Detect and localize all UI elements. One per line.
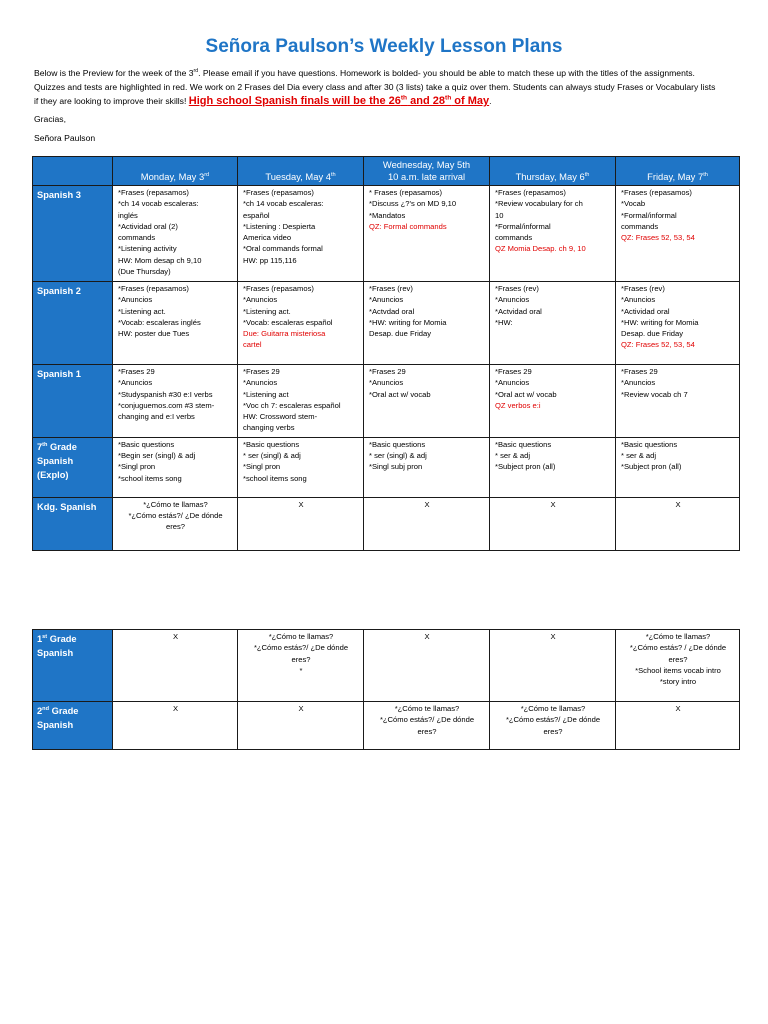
cell-line: *Actividad oral bbox=[621, 306, 670, 316]
cell-line: *Review vocab ch 7 bbox=[621, 389, 688, 399]
cell-line: X bbox=[675, 704, 681, 713]
cell-line: HW: pp 115,116 bbox=[243, 255, 297, 265]
cell-line: X bbox=[675, 499, 681, 509]
table-row bbox=[33, 702, 740, 750]
cell-line: *Vocab bbox=[621, 199, 646, 209]
cell-line: 10 bbox=[495, 210, 504, 220]
cell-line: X bbox=[424, 499, 430, 509]
cell-line: *Anuncios bbox=[118, 378, 153, 388]
lesson-cell bbox=[616, 365, 740, 438]
lesson-cell bbox=[616, 186, 740, 282]
cell-line: X bbox=[550, 632, 556, 641]
cell-line: *school items song bbox=[118, 473, 182, 483]
lesson-cell bbox=[113, 630, 238, 702]
cell-line: español bbox=[243, 210, 270, 220]
cell-line: *ch 14 vocab escaleras: bbox=[243, 199, 324, 209]
lesson-cell bbox=[364, 437, 490, 497]
cell-line: *Frases 29 bbox=[118, 367, 155, 376]
cell-line: *Review vocabulary for ch bbox=[495, 199, 583, 209]
cell-line: Desap. due Friday bbox=[369, 329, 432, 339]
cell-line: X bbox=[550, 499, 556, 509]
cell-line: *Basic questions bbox=[243, 439, 300, 449]
row-label: 1st Grade Spanish bbox=[33, 630, 113, 702]
cell-line: *Mandatos bbox=[369, 210, 406, 220]
lesson-cell bbox=[616, 282, 740, 365]
lesson-cell bbox=[238, 365, 364, 438]
cell-line: * Frases (repasamos) bbox=[369, 188, 443, 197]
cell-line: *Frases (rev) bbox=[369, 284, 413, 293]
table-row bbox=[33, 282, 740, 365]
lesson-cell bbox=[238, 186, 364, 282]
cell-line: *Anuncios bbox=[243, 295, 278, 305]
row-label: Spanish 3 bbox=[33, 186, 113, 282]
cell-line: * ser & adj bbox=[495, 451, 531, 461]
lesson-cell bbox=[238, 702, 364, 750]
cell-line: *Frases 29 bbox=[369, 367, 406, 376]
cell-line: *Frases (rev) bbox=[495, 284, 539, 293]
lesson-cell bbox=[113, 702, 238, 750]
intro-line-3: if they are looking to improve their skills! High school Spanish finals will be the 26th and 28th of May. bbox=[34, 94, 492, 107]
lesson-cell bbox=[490, 702, 616, 750]
quiz-line: cartel bbox=[243, 340, 262, 350]
lesson-cell bbox=[364, 186, 490, 282]
cell-line: *school items song bbox=[243, 473, 307, 483]
cell-line: *ch 14 vocab escaleras: bbox=[118, 199, 199, 209]
intro-paragraph bbox=[34, 66, 744, 108]
cell-line: *Frases (repasamos) bbox=[243, 284, 314, 293]
lesson-cell bbox=[113, 365, 238, 438]
cell-line: *HW: bbox=[495, 317, 513, 327]
cell-line: Desap. due Friday bbox=[621, 329, 684, 339]
day-header-friday: Friday, May 7th bbox=[616, 157, 740, 186]
cell-line: *Vocab: escaleras inglés bbox=[118, 317, 201, 327]
lesson-cell bbox=[616, 630, 740, 702]
lesson-cell bbox=[113, 437, 238, 497]
lesson-cell bbox=[364, 365, 490, 438]
lesson-cell bbox=[364, 702, 490, 750]
cell-line: *Actividad oral (2) bbox=[118, 221, 178, 231]
cell-line: eres? bbox=[668, 654, 688, 664]
cell-line: *Frases (rev) bbox=[621, 284, 665, 293]
page-title: Señora Paulson’s Weekly Lesson Plans bbox=[205, 36, 563, 57]
cell-line: *Frases (repasamos) bbox=[495, 188, 566, 197]
signature: Señora Paulson bbox=[34, 133, 96, 143]
cell-line: *conjuguemos.com #3 stem- bbox=[118, 400, 215, 410]
cell-line: *Anuncios bbox=[118, 295, 153, 305]
day-header-wednesday: Wednesday, May 5th 10 a.m. late arrival bbox=[364, 157, 490, 186]
cell-line: *Anuncios bbox=[621, 295, 656, 305]
greeting: Gracias, bbox=[34, 114, 66, 124]
cell-line: *¿Cómo te llamas? bbox=[394, 704, 460, 713]
cell-line: *Anuncios bbox=[243, 378, 278, 388]
cell-line: *Voc ch 7: escaleras español bbox=[243, 400, 341, 410]
cell-line: *Basic questions bbox=[369, 439, 426, 449]
lesson-cell bbox=[113, 282, 238, 365]
table-row bbox=[33, 630, 740, 702]
cell-line: *Oral commands formal bbox=[243, 244, 323, 254]
cell-line: HW: Mom desap ch 9,10 bbox=[118, 255, 202, 265]
cell-line: *Singl pron bbox=[118, 462, 156, 472]
cell-line: *Studyspanish #30 e:I verbs bbox=[118, 389, 213, 399]
lesson-cell bbox=[490, 365, 616, 438]
cell-line: X bbox=[172, 704, 179, 713]
quiz-line: QZ: Frases 52, 53, 54 bbox=[621, 233, 695, 243]
cell-line: *HW: writing for Momia bbox=[369, 317, 447, 327]
lesson-cell bbox=[113, 186, 238, 282]
cell-line: eres? bbox=[166, 522, 185, 532]
lesson-cell bbox=[490, 497, 616, 550]
lesson-cell bbox=[364, 497, 490, 550]
day-header-row bbox=[33, 157, 740, 186]
cell-line: *¿Cómo estás?/ ¿De dónde bbox=[128, 511, 223, 521]
cell-line: *Formal/informal bbox=[621, 210, 677, 220]
cell-line: *Listening act bbox=[243, 389, 289, 399]
quiz-line: QZ Momia Desap. ch 9, 10 bbox=[495, 244, 586, 254]
lesson-table-elementary bbox=[32, 629, 740, 750]
lesson-cell bbox=[238, 437, 364, 497]
table-row bbox=[33, 365, 740, 438]
cell-line: * ser & adj bbox=[621, 451, 657, 461]
lesson-cell bbox=[490, 282, 616, 365]
cell-line: *Frases (repasamos) bbox=[621, 188, 692, 197]
row-label: Spanish 2 bbox=[33, 282, 113, 365]
cell-line: eres? bbox=[291, 654, 311, 664]
day-header-tuesday: Tuesday, May 4th bbox=[238, 157, 364, 186]
cell-line: * ser (singl) & adj bbox=[243, 451, 301, 461]
cell-line: *Listening act. bbox=[243, 306, 291, 316]
lesson-cell bbox=[616, 497, 740, 550]
cell-line: *¿Cómo estás?/ ¿De dónde bbox=[505, 715, 601, 725]
cell-line: * bbox=[299, 665, 303, 675]
lesson-cell bbox=[490, 630, 616, 702]
cell-line: *Basic questions bbox=[621, 439, 678, 449]
finals-notice: High school Spanish finals will be the 26th and 28th of May bbox=[188, 94, 490, 107]
cell-line: *Discuss ¿?'s on MD 9,10 bbox=[369, 199, 457, 209]
cell-line: *Frases (repasamos) bbox=[243, 188, 314, 197]
quiz-line: QZ: Formal commands bbox=[369, 221, 447, 231]
row-label: Spanish 1 bbox=[33, 365, 113, 438]
cell-line: *Frases (repasamos) bbox=[118, 284, 189, 293]
row-label: 2nd Grade Spanish bbox=[33, 702, 113, 750]
cell-line: *Frases (repasamos) bbox=[118, 188, 189, 197]
row-label: 7th Grade Spanish (Explo) bbox=[33, 437, 113, 497]
cell-line: changing and e:I verbs bbox=[118, 412, 195, 422]
cell-line: changing verbs bbox=[243, 423, 295, 433]
cell-line: X bbox=[424, 632, 430, 641]
table-row bbox=[33, 437, 740, 497]
table-row bbox=[33, 186, 740, 282]
table-row bbox=[33, 497, 740, 550]
cell-line: *Basic questions bbox=[118, 439, 175, 449]
cell-line: *Formal/informal bbox=[495, 221, 551, 231]
cell-line: *Listening activity bbox=[118, 244, 177, 254]
day-header-monday: Monday, May 3rd bbox=[113, 157, 238, 186]
cell-line: X bbox=[298, 499, 304, 509]
lesson-table-main bbox=[32, 156, 740, 551]
cell-line: * ser (singl) & adj bbox=[369, 451, 427, 461]
cell-line: *Singl subj pron bbox=[369, 462, 423, 472]
cell-line: *Oral act w/ vocab bbox=[495, 389, 557, 399]
cell-line: *Singl pron bbox=[243, 462, 281, 472]
cell-line: *Oral act w/ vocab bbox=[369, 389, 431, 399]
cell-line: *Frases 29 bbox=[621, 367, 658, 376]
cell-line: *Subject pron (all) bbox=[621, 462, 682, 472]
cell-line: eres? bbox=[417, 726, 437, 736]
day-header-thursday: Thursday, May 6th bbox=[490, 157, 616, 186]
cell-line: inglés bbox=[118, 210, 138, 220]
cell-line: *Anuncios bbox=[495, 378, 530, 388]
cell-line: HW: poster due Tues bbox=[118, 329, 190, 339]
quiz-line: QZ: Frases 52, 53, 54 bbox=[621, 340, 695, 350]
cell-line: *Basic questions bbox=[495, 439, 552, 449]
cell-line: *Listening : Despierta bbox=[243, 221, 316, 231]
lesson-cell bbox=[616, 702, 740, 750]
cell-line: X bbox=[298, 704, 304, 713]
cell-line: *¿Cómo estás?/ ¿De dónde bbox=[253, 643, 349, 653]
cell-line: *Anuncios bbox=[621, 378, 656, 388]
cell-line: *¿Cómo te llamas? bbox=[268, 632, 334, 641]
cell-line: *¿Cómo estás?/ ¿De dónde bbox=[379, 715, 475, 725]
intro-line-1: Below is the Preview for the week of the 3rd. Please email if you have questions. Homework is bolded- you should be able to match these up with the titles of the assignments. bbox=[34, 68, 695, 78]
lesson-cell bbox=[364, 282, 490, 365]
cell-line: *Frases 29 bbox=[243, 367, 280, 376]
cell-line: X bbox=[172, 632, 179, 641]
lesson-cell bbox=[113, 497, 238, 550]
cell-line: *¿Cómo te llamas? bbox=[520, 704, 586, 713]
cell-line: *Subject pron (all) bbox=[495, 462, 556, 472]
cell-line: *Anuncios bbox=[369, 295, 404, 305]
cell-line: *story intro bbox=[659, 677, 697, 687]
lesson-cell bbox=[616, 437, 740, 497]
cell-line: *Begin ser (singl) & adj bbox=[118, 451, 196, 461]
cell-line: commands bbox=[495, 233, 533, 243]
intro-line-2: Quizzes and tests are highlighted in red. We work on 2 Frases del Dia every class and after 30 (3 lists) take a quiz over them. Students can always study Frases or Vocabulary lists bbox=[34, 82, 716, 92]
cell-line: *Vocab: escaleras español bbox=[243, 317, 333, 327]
cell-line: *¿Cómo te llamas? bbox=[645, 632, 711, 641]
cell-line: eres? bbox=[543, 726, 563, 736]
cell-line: *Actvdad oral bbox=[369, 306, 415, 316]
cell-line: *¿Cómo te llamas? bbox=[143, 499, 208, 509]
lesson-cell bbox=[364, 630, 490, 702]
cell-line: *Frases 29 bbox=[495, 367, 532, 376]
cell-line: *Actvidad oral bbox=[495, 306, 542, 316]
cell-line: *School items vocab intro bbox=[635, 665, 721, 675]
corner-cell bbox=[33, 157, 113, 186]
lesson-cell bbox=[238, 282, 364, 365]
cell-line: commands bbox=[621, 221, 659, 231]
row-label: Kdg. Spanish bbox=[33, 497, 113, 550]
quiz-line: QZ verbos e:i bbox=[495, 400, 541, 410]
cell-line: *¿Cómo estás? / ¿De dónde bbox=[629, 643, 727, 653]
lesson-cell bbox=[238, 497, 364, 550]
quiz-line: Due: Guitarra misteriosa bbox=[243, 329, 326, 339]
cell-line: (Due Thursday) bbox=[118, 267, 171, 277]
lesson-cell bbox=[238, 630, 364, 702]
cell-line: *Listening act. bbox=[118, 306, 166, 316]
lesson-cell bbox=[490, 186, 616, 282]
cell-line: commands bbox=[118, 233, 156, 243]
cell-line: *HW: writing for Momia bbox=[621, 317, 699, 327]
cell-line: *Anuncios bbox=[495, 295, 530, 305]
cell-line: HW: Crossword stem- bbox=[243, 412, 318, 422]
cell-line: America video bbox=[243, 233, 292, 243]
cell-line: *Anuncios bbox=[369, 378, 404, 388]
lesson-cell bbox=[490, 437, 616, 497]
